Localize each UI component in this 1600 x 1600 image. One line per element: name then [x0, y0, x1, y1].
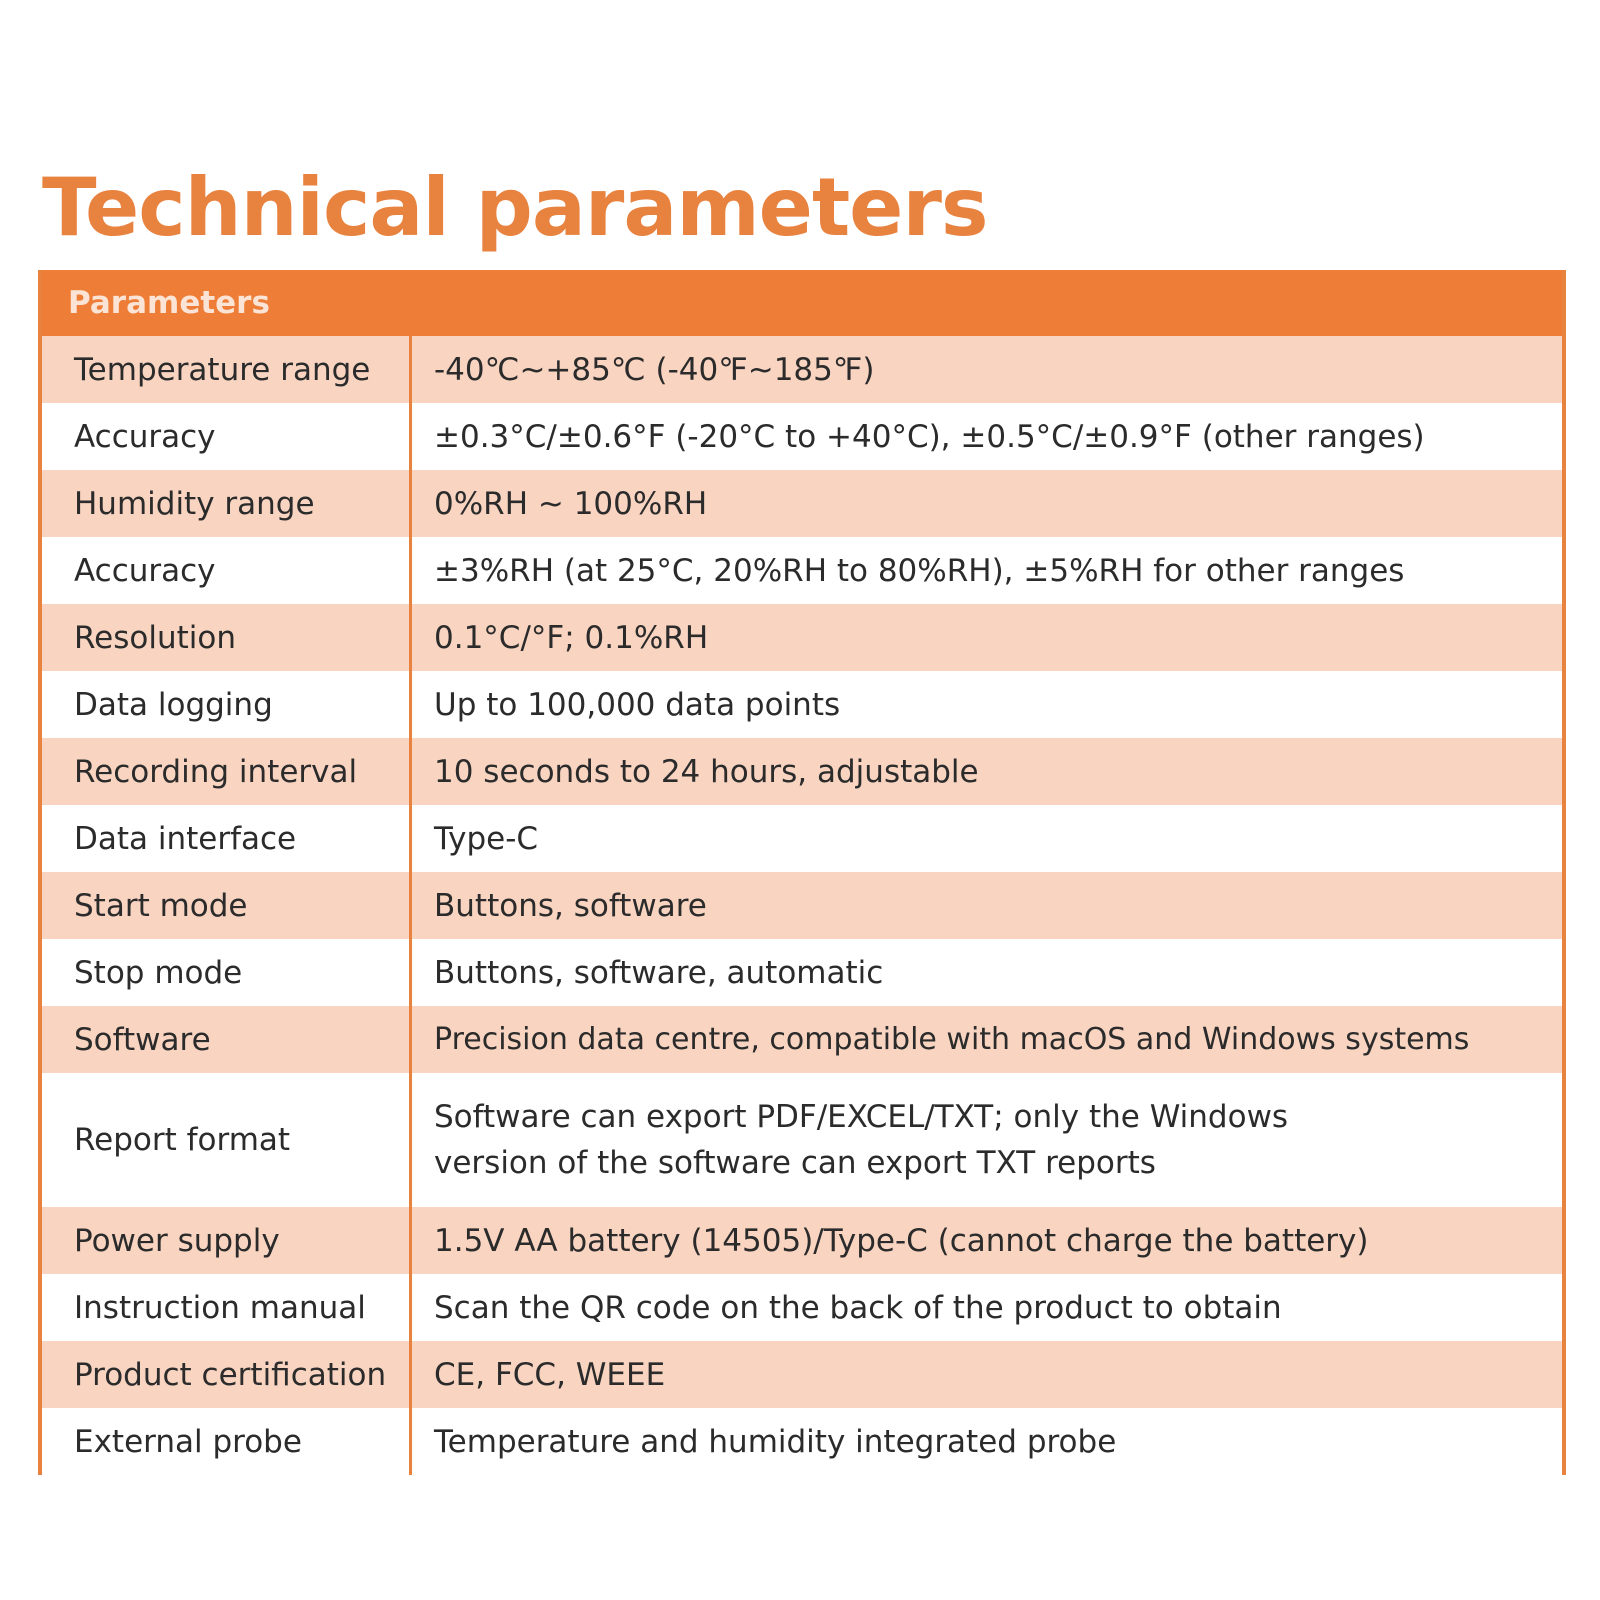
table-row [42, 537, 1562, 604]
parameter-label: Accuracy [42, 537, 412, 604]
parameter-value: 10 seconds to 24 hours, adjustable [434, 753, 979, 790]
table-row [42, 805, 1562, 872]
parameter-label: Resolution [42, 604, 412, 671]
table-row [42, 1073, 1562, 1207]
parameter-label: Temperature range [42, 336, 412, 403]
spec-table [38, 270, 1566, 1475]
table-row [42, 1341, 1562, 1408]
parameter-label: Start mode [42, 872, 412, 939]
parameter-label: Recording interval [42, 738, 412, 805]
parameter-value: Precision data centre, compatible with macOS and Windows systems [434, 1021, 1470, 1057]
table-row [42, 1207, 1562, 1274]
parameter-label: External probe [42, 1408, 412, 1475]
table-row [42, 671, 1562, 738]
parameter-label: Data interface [42, 805, 412, 872]
parameter-value: -40℃~+85℃ (-40℉~185℉) [434, 351, 875, 388]
parameter-label: Humidity range [42, 470, 412, 537]
parameter-value: ±3%RH (at 25°C, 20%RH to 80%RH), ±5%RH for other ranges [434, 552, 1405, 589]
table-row [42, 1006, 1562, 1073]
parameter-value: Up to 100,000 data points [434, 686, 841, 723]
parameter-value: Temperature and humidity integrated probe [434, 1423, 1117, 1460]
table-row [42, 604, 1562, 671]
table-row [42, 336, 1562, 403]
table-row [42, 872, 1562, 939]
table-row [42, 738, 1562, 805]
parameter-value: 0%RH ~ 100%RH [434, 485, 708, 522]
parameter-label: Stop mode [42, 939, 412, 1006]
page-title: Technical parameters [42, 161, 988, 254]
parameter-label: Product certification [42, 1341, 412, 1408]
parameter-value: 0.1°C/°F; 0.1%RH [434, 619, 709, 656]
parameter-value: ±0.3°C/±0.6°F (-20°C to +40°C), ±0.5°C/±0.9°F (other ranges) [434, 418, 1425, 455]
table-row [42, 470, 1562, 537]
table-row [42, 1274, 1562, 1341]
parameter-label: Power supply [42, 1207, 412, 1274]
parameter-label: Report format [42, 1073, 412, 1207]
parameter-value: Type-C [434, 820, 539, 857]
table-row [42, 939, 1562, 1006]
parameter-value: 1.5V AA battery (14505)/Type-C (cannot charge the battery) [434, 1222, 1369, 1259]
parameter-label: Software [42, 1006, 412, 1073]
table-row [42, 1408, 1562, 1475]
parameter-value: Buttons, software [434, 887, 707, 924]
parameter-value: CE, FCC, WEEE [434, 1356, 666, 1393]
table-row [42, 403, 1562, 470]
parameter-value: Scan the QR code on the back of the product to obtain [434, 1289, 1282, 1326]
parameter-label: Instruction manual [42, 1274, 412, 1341]
parameter-label: Data logging [42, 671, 412, 738]
parameter-value: Software can export PDF/EXCEL/TXT; only the Windows version of the software can export TXT reports [434, 1099, 1289, 1181]
table-header: Parameters [42, 270, 1562, 336]
parameter-value: Buttons, software, automatic [434, 954, 884, 991]
parameter-label: Accuracy [42, 403, 412, 470]
